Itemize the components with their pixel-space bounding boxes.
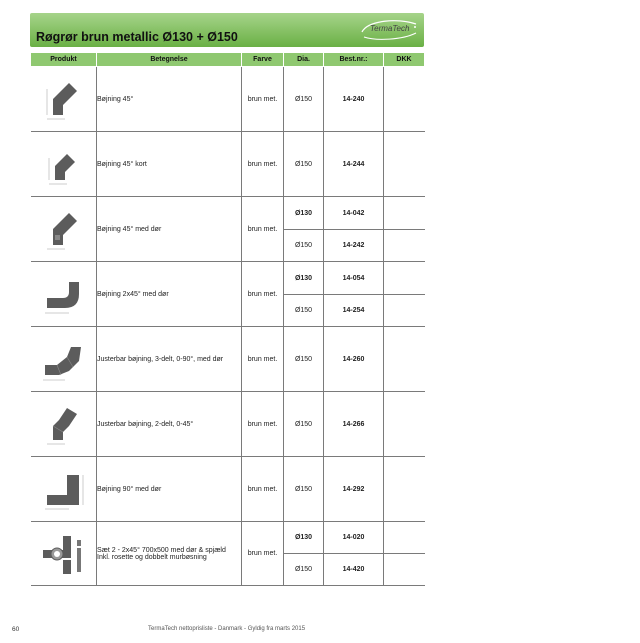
order-number-cell: 14-292 — [324, 457, 384, 522]
product-image — [31, 392, 97, 457]
order-number-cell: 14-054 — [324, 262, 384, 295]
color-cell: brun met. — [242, 197, 284, 262]
description-cell: Justerbar bøjning, 3-delt, 0-90°, med dør — [97, 327, 242, 392]
description-cell: Justerbar bøjning, 2-delt, 0-45° — [97, 392, 242, 457]
table-row — [31, 67, 425, 132]
diameter-cell: Ø150 — [284, 230, 324, 262]
order-number-cell: 14-242 — [324, 230, 384, 262]
price-cell — [384, 67, 425, 132]
price-cell — [384, 327, 425, 392]
order-number-cell: 14-254 — [324, 295, 384, 327]
price-cell — [384, 230, 425, 262]
order-number-cell: 14-420 — [324, 554, 384, 586]
order-number-cell: 14-244 — [324, 132, 384, 197]
product-image — [31, 522, 97, 586]
description-cell: Bøjning 90° med dør — [97, 457, 242, 522]
order-number-cell: 14-240 — [324, 67, 384, 132]
set-2-kit-drawing — [39, 530, 87, 578]
table-row — [31, 132, 425, 197]
price-cell — [384, 295, 425, 327]
column-header: Dia. — [284, 53, 324, 67]
color-cell: brun met. — [242, 132, 284, 197]
adjustable-elbow-3-part-drawing — [39, 335, 87, 383]
description-cell: Bøjning 45° kort — [97, 132, 242, 197]
logo-text: TermaTech — [370, 24, 410, 33]
diameter-cell: Ø130 — [284, 262, 324, 295]
diameter-cell: Ø150 — [284, 457, 324, 522]
description-cell: Bøjning 45° med dør — [97, 197, 242, 262]
price-cell — [384, 522, 425, 554]
page-title: Røgrør brun metallic Ø130 + Ø150 — [36, 30, 238, 44]
color-cell: brun met. — [242, 67, 284, 132]
order-number-cell: 14-020 — [324, 522, 384, 554]
product-image — [31, 197, 97, 262]
table-row — [31, 522, 425, 554]
product-table — [30, 52, 425, 586]
price-cell — [384, 197, 425, 230]
elbow-45-drawing — [39, 75, 87, 123]
elbow-45-short-drawing — [39, 140, 87, 188]
table-row — [31, 457, 425, 522]
diameter-cell: Ø150 — [284, 554, 324, 586]
footer-text: TermaTech nettoprisliste - Danmark - Gyldig fra marts 2015 — [148, 626, 306, 632]
description-cell: Bøjning 2x45° med dør — [97, 262, 242, 327]
diameter-cell: Ø130 — [284, 197, 324, 230]
diameter-cell: Ø130 — [284, 522, 324, 554]
column-header: Betegnelse — [97, 53, 242, 67]
price-cell — [384, 554, 425, 586]
diameter-cell: Ø150 — [284, 67, 324, 132]
elbow-2x45-door-drawing — [39, 270, 87, 318]
order-number-cell: 14-042 — [324, 197, 384, 230]
description-cell: Sæt 2 - 2x45° 700x500 med dør & spjæld Inkl. rosette og dobbelt murbøsning — [97, 522, 242, 586]
color-cell: brun met. — [242, 392, 284, 457]
product-image — [31, 327, 97, 392]
diameter-cell: Ø150 — [284, 327, 324, 392]
column-header: Farve — [242, 53, 284, 67]
price-cell — [384, 392, 425, 457]
elbow-90-door-drawing — [39, 465, 87, 513]
price-cell — [384, 457, 425, 522]
product-image — [31, 457, 97, 522]
header-bar — [30, 13, 424, 47]
diameter-cell: Ø150 — [284, 392, 324, 457]
table-row — [31, 392, 425, 457]
diameter-cell: Ø150 — [284, 132, 324, 197]
product-image — [31, 132, 97, 197]
adjustable-elbow-2-part-drawing — [39, 400, 87, 448]
elbow-45-door-drawing — [39, 205, 87, 253]
product-image — [31, 67, 97, 132]
order-number-cell: 14-266 — [324, 392, 384, 457]
order-number-cell: 14-260 — [324, 327, 384, 392]
product-image — [31, 262, 97, 327]
column-header: DKK — [384, 53, 425, 67]
table-header-row — [31, 53, 425, 67]
termatech-logo — [358, 18, 420, 42]
price-cell — [384, 262, 425, 295]
color-cell: brun met. — [242, 262, 284, 327]
column-header: Produkt — [31, 53, 97, 67]
table-row — [31, 197, 425, 230]
column-header: Best.nr.: — [324, 53, 384, 67]
page-number: 60 — [12, 626, 20, 633]
diameter-cell: Ø150 — [284, 295, 324, 327]
color-cell: brun met. — [242, 522, 284, 586]
description-cell: Bøjning 45° — [97, 67, 242, 132]
table-row — [31, 327, 425, 392]
price-cell — [384, 132, 425, 197]
color-cell: brun met. — [242, 457, 284, 522]
table-row — [31, 262, 425, 295]
color-cell: brun met. — [242, 327, 284, 392]
